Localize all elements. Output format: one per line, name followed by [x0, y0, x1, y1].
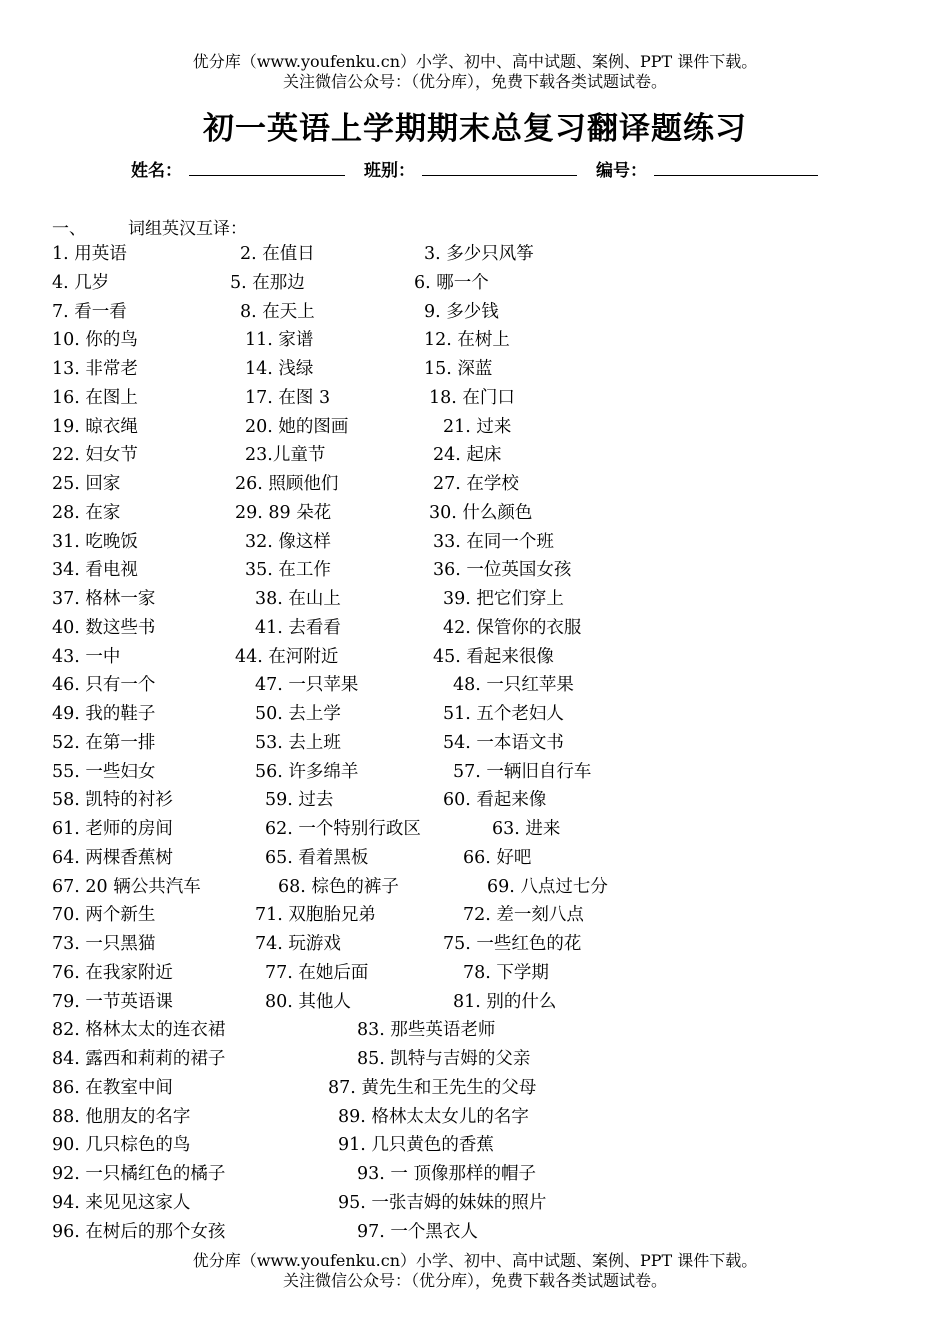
exercise-item: 5. 在那边	[230, 272, 305, 293]
exercise-item: 26. 照顾他们	[235, 474, 339, 494]
exercise-item: 62. 一个特别行政区	[265, 819, 421, 839]
footer-line-2: 关注微信公众号：（优分库），免费下载各类试题试卷。	[282, 1271, 667, 1290]
exercise-item: 90. 几只棕色的鸟	[52, 1135, 191, 1156]
exercise-item: 13. 非常老	[52, 359, 138, 379]
name-label: 姓名：	[131, 161, 182, 181]
number-label: 编号：	[596, 161, 647, 181]
exercise-item: 73. 一只黑猫	[52, 934, 156, 954]
exercise-item: 29. 89 朵花	[235, 502, 332, 523]
exercise-item: 9. 多少钱	[424, 301, 499, 322]
exercise-item: 28. 在家	[52, 502, 121, 523]
exercise-item: 61. 老师的房间	[52, 819, 173, 839]
exercise-item: 40. 数这些书	[52, 617, 156, 638]
exercise-item: 22. 妇女节	[52, 445, 138, 466]
exercise-item: 67. 20 辆公共汽车	[52, 876, 201, 897]
section-number: 一、	[52, 219, 86, 239]
exercise-item: 59. 过去	[265, 790, 334, 811]
exercise-item: 39. 把它们穿上	[443, 589, 564, 609]
exercise-item: 89. 格林太太女儿的名字	[338, 1106, 529, 1127]
exercise-item: 55. 一些妇女	[52, 761, 156, 782]
exercise-item: 41. 去看看	[255, 617, 341, 638]
exercise-item: 80. 其他人	[265, 991, 351, 1012]
exercise-item: 45. 看起来很像	[433, 646, 554, 667]
exercise-item: 6. 哪一个	[414, 272, 489, 293]
exercise-item: 1. 用英语	[52, 244, 127, 264]
exercise-item: 87. 黄先生和王先生的父母	[328, 1077, 537, 1098]
exercise-item: 57. 一辆旧自行车	[453, 761, 592, 782]
exercise-item: 35. 在工作	[245, 560, 331, 581]
exercise-item: 53. 去上班	[255, 732, 341, 753]
exercise-item: 86. 在教室中间	[52, 1077, 173, 1098]
exercise-item: 72. 差一刻八点	[463, 905, 584, 926]
exercise-item: 69. 八点过七分	[487, 876, 608, 897]
exercise-item: 16. 在图上	[52, 387, 138, 408]
exercise-item: 17. 在图 3	[245, 387, 331, 408]
exercise-item: 21. 过来	[443, 416, 512, 437]
section-heading	[52, 214, 247, 239]
exercise-item: 15. 深蓝	[424, 359, 493, 379]
exercise-item: 14. 浅绿	[245, 359, 314, 379]
exercise-item: 92. 一只橘红色的橘子	[52, 1164, 226, 1184]
exercise-item: 71. 双胞胎兄弟	[255, 905, 376, 926]
exercise-item: 10. 你的鸟	[52, 330, 138, 351]
exercise-item: 54. 一本语文书	[443, 732, 564, 753]
exercise-item: 58. 凯特的衬衫	[52, 790, 173, 811]
exercise-item: 70. 两个新生	[52, 905, 156, 926]
exercise-item: 36. 一位英国女孩	[433, 560, 572, 581]
exercise-item: 82. 格林太太的连衣裙	[52, 1020, 226, 1041]
exercise-item: 46. 只有一个	[52, 675, 156, 696]
exercise-item: 91. 几只黄色的香蕉	[338, 1135, 494, 1156]
exercise-item: 74. 玩游戏	[255, 934, 341, 954]
exercise-item: 76. 在我家附近	[52, 962, 173, 983]
exercise-item: 33. 在同一个班	[433, 531, 554, 552]
exercise-item: 38. 在山上	[255, 589, 341, 609]
page-title: 初一英语上学期期末总复习翻译题练习	[203, 111, 747, 147]
exercise-item: 63. 进来	[492, 819, 561, 839]
header-line-2: 关注微信公众号：（优分库），免费下载各类试题试卷。	[282, 72, 667, 91]
exercise-item: 60. 看起来像	[443, 790, 547, 811]
exercise-item: 96. 在树后的那个女孩	[52, 1221, 226, 1242]
exercise-item: 7. 看一看	[52, 301, 127, 322]
exercise-item: 27. 在学校	[433, 474, 519, 494]
exercise-item: 65. 看着黑板	[265, 847, 369, 868]
exercise-item: 8. 在天上	[240, 301, 315, 322]
class-blank[interactable]	[422, 175, 577, 176]
exercise-item: 66. 好吧	[463, 847, 532, 868]
exercise-item: 31. 吃晚饭	[52, 531, 138, 552]
exercise-item: 48. 一只红苹果	[453, 675, 574, 696]
exercise-item: 75. 一些红色的花	[443, 934, 582, 954]
exercise-item: 20. 她的图画	[245, 416, 349, 437]
exercise-item: 11. 家谱	[245, 330, 314, 351]
exercise-item: 78. 下学期	[463, 962, 549, 983]
exercise-item: 18. 在门口	[429, 387, 515, 408]
exercise-item: 83. 那些英语老师	[357, 1020, 496, 1041]
exercise-item: 32. 像这样	[245, 531, 331, 552]
exercise-item: 52. 在第一排	[52, 732, 156, 753]
exercise-item: 51. 五个老妇人	[443, 704, 564, 724]
section-label: 词组英汉互译：	[128, 219, 247, 239]
exercise-item: 68. 棕色的裤子	[278, 876, 399, 897]
exercise-item: 93. 一 顶像那样的帽子	[357, 1164, 536, 1184]
exercise-item: 24. 起床	[433, 445, 502, 466]
number-blank[interactable]	[654, 175, 818, 176]
exercise-item: 95. 一张吉姆的妹妹的照片	[338, 1192, 547, 1213]
footer-line-1: 优分库（www.youfenku.cn）小学、初中、高中试题、案例、PPT 课件下载。	[192, 1251, 758, 1270]
class-label: 班别：	[364, 161, 415, 181]
exercise-item: 25. 回家	[52, 474, 121, 494]
exercise-item: 4. 几岁	[52, 272, 110, 293]
exercise-item: 44. 在河附近	[235, 646, 339, 667]
exercise-item: 79. 一节英语课	[52, 991, 173, 1012]
exercise-item: 47. 一只苹果	[255, 675, 359, 696]
exercise-item: 50. 去上学	[255, 704, 341, 724]
exercise-item: 85. 凯特与吉姆的父亲	[357, 1049, 531, 1069]
exercise-item: 3. 多少只风筝	[424, 244, 534, 264]
exercise-item: 88. 他朋友的名字	[52, 1106, 191, 1127]
header-line-1: 优分库（www.youfenku.cn）小学、初中、高中试题、案例、PPT 课件下载。	[192, 52, 758, 71]
exercise-item: 56. 许多绵羊	[255, 761, 359, 782]
exercise-item: 12. 在树上	[424, 330, 510, 351]
exercise-item: 23.儿童节	[245, 445, 326, 466]
exercise-item: 81. 别的什么	[453, 991, 557, 1012]
exercise-item: 42. 保管你的衣服	[443, 617, 582, 638]
exercise-item: 84. 露西和莉莉的裙子	[52, 1049, 226, 1069]
exercise-item: 49. 我的鞋子	[52, 704, 156, 724]
exercise-item: 43. 一中	[52, 646, 121, 667]
exercise-item: 64. 两棵香蕉树	[52, 847, 173, 868]
exercise-item: 37. 格林一家	[52, 589, 156, 609]
exercise-item: 19. 晾衣绳	[52, 416, 138, 437]
exercise-item: 2. 在值日	[240, 244, 315, 264]
exercise-item: 34. 看电视	[52, 560, 138, 581]
exercise-item: 97. 一个黑衣人	[357, 1221, 478, 1242]
name-blank[interactable]	[189, 175, 345, 176]
exercise-item: 30. 什么颜色	[429, 502, 533, 523]
exercise-item: 94. 来见见这家人	[52, 1192, 191, 1213]
exercise-item: 77. 在她后面	[265, 962, 369, 983]
